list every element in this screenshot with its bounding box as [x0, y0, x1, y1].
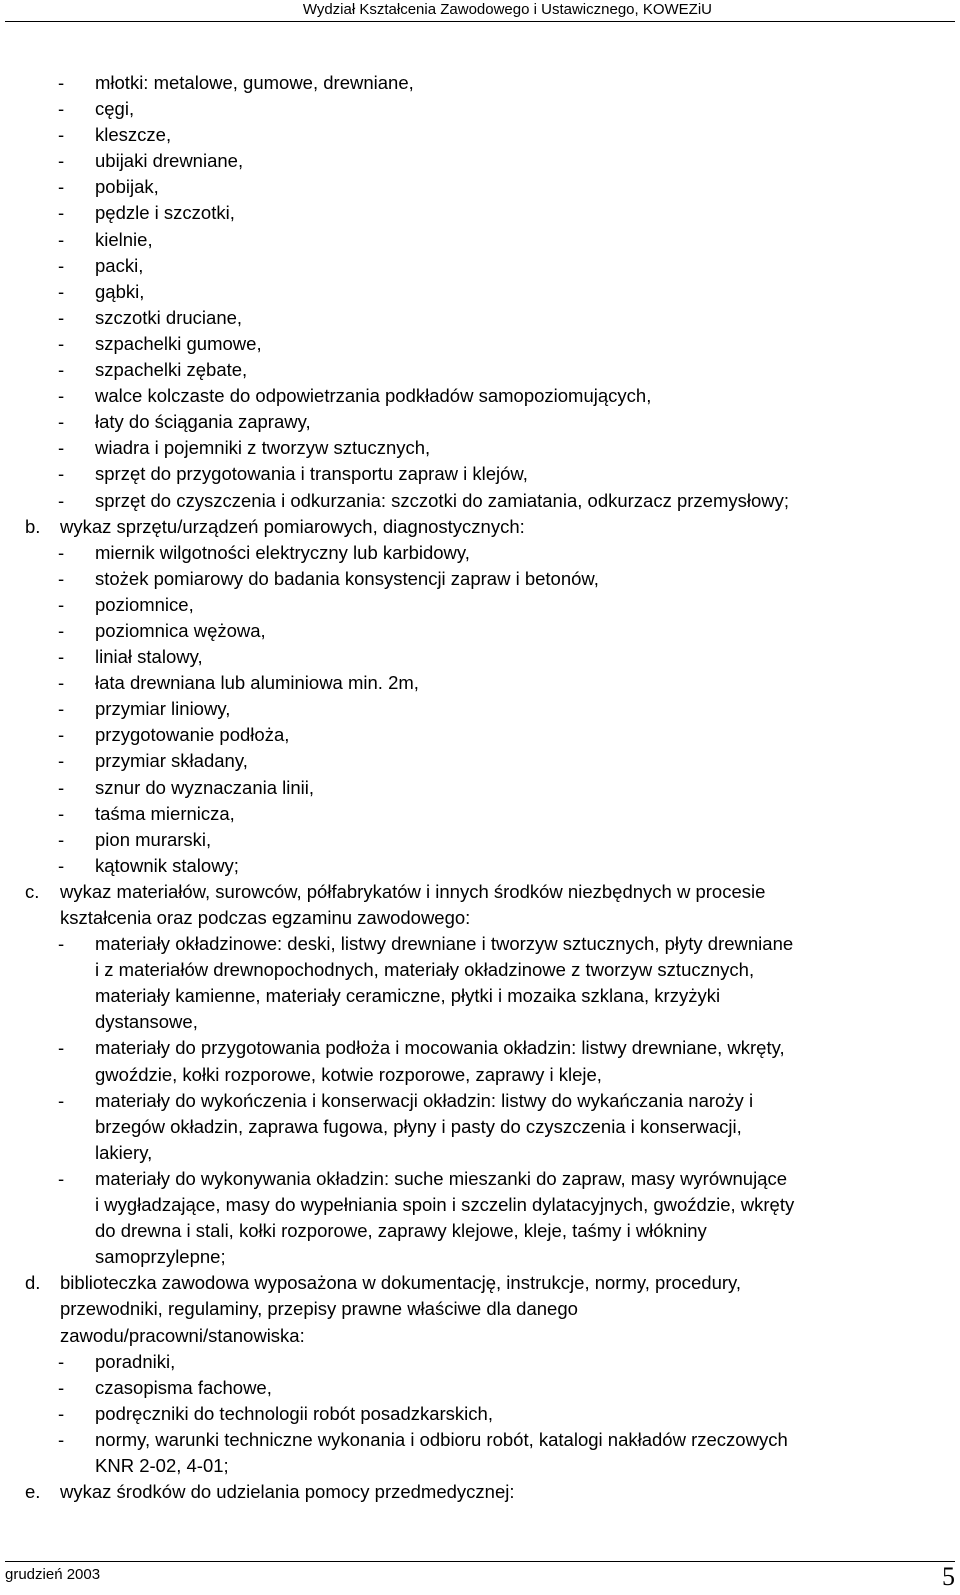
list-item-text: pędzle i szczotki,: [95, 202, 235, 224]
tool-list-item: [0, 331, 960, 357]
list-item-text: samoprzylepne;: [95, 1246, 226, 1268]
section-title-text: kształcenia oraz podczas egzaminu zawodowego:: [60, 907, 471, 928]
list-dash: -: [58, 646, 65, 668]
section-b-item: [0, 722, 960, 748]
list-item-text: packi,: [95, 254, 144, 276]
tool-list-item: [0, 96, 960, 122]
list-item-text: brzegów okładzin, zaprawa fugowa, płyny i pasty do czyszczenia i konserwacji,: [95, 1115, 742, 1137]
list-dash: -: [58, 463, 65, 485]
list-dash: -: [58, 228, 65, 250]
section-letter: b.: [25, 515, 41, 537]
section-b-item: [0, 592, 960, 618]
section-b-item: [0, 696, 960, 722]
section-d-title: [0, 1296, 960, 1322]
section-c-item: [0, 1218, 960, 1244]
list-item-text: kątownik stalowy;: [95, 854, 239, 876]
section-b-item: [0, 748, 960, 774]
section-b-item: [0, 540, 960, 566]
list-item-text: do drewna i stali, kołki rozporowe, zaprawy klejowe, kleje, taśmy i włókniny: [95, 1220, 707, 1242]
section-letter: d.: [25, 1272, 41, 1294]
list-item-text: kielnie,: [95, 228, 153, 250]
section-title-text: biblioteczka zawodowa wyposażona w dokumentację, instrukcje, normy, procedury,: [60, 1272, 742, 1294]
list-dash: -: [58, 828, 65, 850]
footer-rule: [5, 1561, 955, 1562]
list-item-text: młotki: metalowe, gumowe, drewniane,: [95, 72, 414, 93]
list-dash: -: [58, 1350, 65, 1372]
list-item-text: łata drewniana lub aluminiowa min. 2m,: [95, 672, 419, 694]
section-title-text: wykaz środków do udzielania pomocy przedmedycznej:: [60, 1481, 515, 1503]
list-item-text: podręczniki do technologii robót posadzkarskich,: [95, 1402, 493, 1424]
list-item-text: szpachelki gumowe,: [95, 332, 262, 354]
list-dash: -: [58, 176, 65, 198]
list-dash: -: [58, 802, 65, 824]
section-c-item: [0, 983, 960, 1009]
list-item-text: przymiar liniowy,: [95, 698, 231, 720]
list-dash: -: [58, 385, 65, 407]
list-item-text: wiadra i pojemniki z tworzyw sztucznych,: [95, 437, 431, 459]
tool-list-item: [0, 122, 960, 148]
list-item-text: i wygładzające, masy do wypełniania spoin i szczelin dylatacyjnych, gwoździe, wkręty: [95, 1194, 795, 1216]
list-dash: -: [58, 1402, 65, 1424]
section-b-item: [0, 827, 960, 853]
section-b-item: [0, 618, 960, 644]
tool-list-item: [0, 227, 960, 253]
section-c-item: [0, 931, 960, 957]
section-d-item: [0, 1453, 960, 1479]
list-item-text: miernik wilgotności elektryczny lub karbidowy,: [95, 541, 470, 563]
section-letter: c.: [25, 880, 40, 902]
page-number: 5: [942, 1562, 955, 1591]
tool-list-item: [0, 279, 960, 305]
list-item-text: pion murarski,: [95, 828, 212, 850]
list-dash: -: [58, 1428, 65, 1450]
section-letter: e.: [25, 1481, 41, 1503]
list-item-text: szczotki druciane,: [95, 306, 243, 328]
section-d-item: [0, 1401, 960, 1427]
list-dash: -: [58, 306, 65, 328]
list-item-text: materiały do przygotowania podłoża i mocowania okładzin: listwy drewniane, wkręty,: [95, 1037, 785, 1059]
tool-list-item: [0, 200, 960, 226]
section-c-item: [0, 1035, 960, 1061]
tool-list-item: [0, 253, 960, 279]
list-dash: -: [58, 411, 65, 433]
list-dash: -: [58, 776, 65, 798]
tool-list-item: [0, 435, 960, 461]
list-item-text: dystansowe,: [95, 1011, 198, 1033]
list-dash: -: [58, 1037, 65, 1059]
section-b-item: [0, 566, 960, 592]
list-dash: -: [58, 332, 65, 354]
section-d-item: [0, 1427, 960, 1453]
list-dash: -: [58, 72, 65, 93]
section-c-item: [0, 1088, 960, 1114]
list-item-text: szpachelki zębate,: [95, 359, 248, 381]
list-dash: -: [58, 567, 65, 589]
list-item-text: przygotowanie podłoża,: [95, 724, 290, 746]
list-item-text: materiały kamienne, materiały ceramiczne, płytki i mozaika szklana, krzyżyki: [95, 985, 721, 1007]
list-item-text: lakiery,: [95, 1141, 153, 1163]
header-rule: [5, 21, 955, 22]
section-d-item: [0, 1375, 960, 1401]
section-c-item: [0, 1166, 960, 1192]
section-c-item: [0, 1114, 960, 1140]
list-dash: -: [58, 98, 65, 120]
list-item-text: kleszcze,: [95, 124, 172, 146]
section-b-item: [0, 801, 960, 827]
section-b-title: [0, 514, 960, 540]
list-dash: -: [58, 254, 65, 276]
list-item-text: normy, warunki techniczne wykonania i odbioru robót, katalogi nakładów rzeczowych: [95, 1428, 788, 1450]
list-dash: -: [58, 854, 65, 876]
tool-list-item: [0, 383, 960, 409]
tool-list-item: [0, 488, 960, 514]
section-c-title: [0, 905, 960, 931]
section-title-text: przewodniki, regulaminy, przepisy prawne właściwe dla danego: [60, 1298, 578, 1320]
list-dash: -: [58, 359, 65, 381]
list-item-text: stożek pomiarowy do badania konsystencji zapraw i betonów,: [95, 567, 599, 589]
list-item-text: sprzęt do przygotowania i transportu zapraw i klejów,: [95, 463, 528, 485]
list-dash: -: [58, 202, 65, 224]
tool-list-item: [0, 409, 960, 435]
list-item-text: liniał stalowy,: [95, 646, 203, 668]
list-dash: -: [58, 150, 65, 172]
list-item-text: sprzęt do czyszczenia i odkurzania: szczotki do zamiatania, odkurzacz przemysłowy;: [95, 489, 790, 511]
list-item-text: ubijaki drewniane,: [95, 150, 244, 172]
list-dash: -: [58, 593, 65, 615]
section-d-title: [0, 1323, 960, 1349]
section-c-item: [0, 1192, 960, 1218]
list-item-text: sznur do wyznaczania linii,: [95, 776, 315, 798]
section-b-item: [0, 644, 960, 670]
list-dash: -: [58, 280, 65, 302]
section-title-text: wykaz materiałów, surowców, półfabrykatów i innych środków niezbędnych w procesie: [60, 880, 766, 902]
list-dash: -: [58, 672, 65, 694]
list-item-text: pobijak,: [95, 176, 159, 198]
list-item-text: przymiar składany,: [95, 750, 248, 772]
tool-list-item: [0, 148, 960, 174]
list-item-text: materiały okładzinowe: deski, listwy drewniane i tworzyw sztucznych, płyty drewniane: [95, 933, 794, 955]
list-dash: -: [58, 489, 65, 511]
section-c-item: [0, 1009, 960, 1035]
list-dash: -: [58, 1376, 65, 1398]
list-dash: -: [58, 750, 65, 772]
section-d-title: [0, 1270, 960, 1296]
section-c-item: [0, 1244, 960, 1270]
list-item-text: taśma miernicza,: [95, 802, 235, 824]
list-item-text: poziomnice,: [95, 593, 194, 615]
list-dash: -: [58, 1167, 65, 1189]
section-b-item: [0, 775, 960, 801]
list-item-text: łaty do ściągania zaprawy,: [95, 411, 311, 433]
list-dash: -: [58, 1089, 65, 1111]
section-c-item: [0, 1062, 960, 1088]
list-item-text: walce kolczaste do odpowietrzania podkładów samopoziomujących,: [95, 385, 652, 407]
footer-date: grudzień 2003: [5, 1566, 101, 1583]
list-item-text: gwoździe, kołki rozporowe, kotwie rozporowe, zaprawy i kleje,: [95, 1063, 602, 1085]
tool-list-item: [0, 305, 960, 331]
list-item-text: i z materiałów drewnopochodnych, materiały okładzinowe z tworzyw sztucznych,: [95, 959, 755, 981]
list-item-text: materiały do wykonywania okładzin: suche mieszanki do zapraw, masy wyrównujące: [95, 1167, 788, 1189]
section-title-text: zawodu/pracowni/stanowiska:: [60, 1324, 305, 1346]
list-item-text: poradniki,: [95, 1350, 176, 1372]
document-body: [0, 70, 960, 1505]
list-item-text: gąbki,: [95, 280, 145, 302]
list-dash: -: [58, 698, 65, 720]
tool-list-item: [0, 174, 960, 200]
section-b-item: [0, 670, 960, 696]
list-dash: -: [58, 437, 65, 459]
list-item-text: KNR 2-02, 4-01;: [95, 1454, 229, 1476]
list-dash: -: [58, 541, 65, 563]
section-c-title: [0, 879, 960, 905]
tool-list-item: [0, 70, 960, 96]
section-b-item: [0, 853, 960, 879]
tool-list-item: [0, 357, 960, 383]
list-dash: -: [58, 724, 65, 746]
section-d-item: [0, 1349, 960, 1375]
list-dash: -: [58, 933, 65, 955]
header-title: Wydział Kształcenia Zawodowego i Ustawicznego, KOWEZiU: [302, 1, 712, 18]
list-item-text: poziomnica wężowa,: [95, 619, 266, 641]
section-c-item: [0, 957, 960, 983]
tool-list-item: [0, 461, 960, 487]
list-item-text: czasopisma fachowe,: [95, 1376, 272, 1398]
section-e-title: [0, 1479, 960, 1505]
list-dash: -: [58, 124, 65, 146]
section-title-text: wykaz sprzętu/urządzeń pomiarowych, diagnostycznych:: [60, 515, 525, 537]
section-c-item: [0, 1140, 960, 1166]
list-item-text: cęgi,: [95, 98, 135, 120]
list-item-text: materiały do wykończenia i konserwacji okładzin: listwy do wykańczania naroży i: [95, 1089, 754, 1111]
list-dash: -: [58, 619, 65, 641]
